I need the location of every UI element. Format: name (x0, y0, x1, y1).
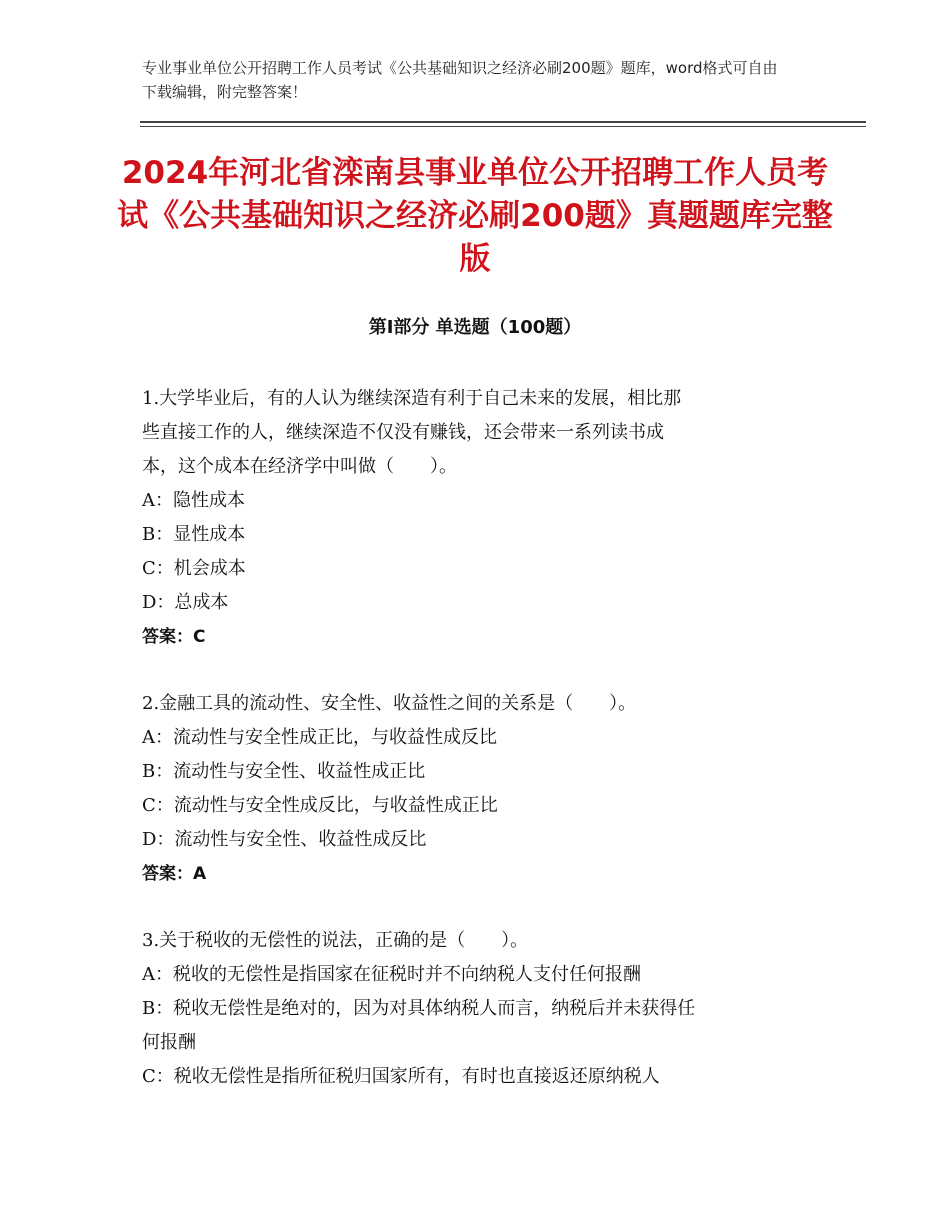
question-list (142, 382, 810, 1127)
question-stem-line: 2.金融工具的流动性、安全性、收益性之间的关系是（ ）。 (142, 693, 637, 714)
answer-option: D：总成本 (142, 592, 229, 613)
question-item (142, 382, 810, 654)
question-stem-line: 本，这个成本在经济学中叫做（ ）。 (142, 456, 457, 477)
header-note: 专业事业单位公开招聘工作人员考试《公共基础知识之经济必刷200题》题库，word格式可自由下载编辑，附完整答案！ (142, 59, 778, 101)
answer-option: B：显性成本 (142, 524, 246, 545)
header-rule-thick (140, 121, 866, 123)
answer-key: 答案：C (142, 627, 206, 647)
header-rule-thin (140, 126, 866, 127)
answer-option: C：税收无偿性是指所征税归国家所有，有时也直接返还原纳税人 (142, 1066, 660, 1087)
answer-key: 答案：A (142, 864, 207, 884)
section-title: 第Ⅰ部分 单选题（100题） (368, 317, 582, 338)
answer-option: C：机会成本 (142, 558, 246, 579)
question-stem-line: 3.关于税收的无偿性的说法，正确的是（ ）。 (142, 930, 529, 951)
question-item (142, 687, 810, 891)
answer-option: D：流动性与安全性、收益性成反比 (142, 829, 427, 850)
answer-option: A：税收的无偿性是指国家在征税时并不向纳税人支付任何报酬 (142, 964, 641, 985)
answer-option: B：税收无偿性是绝对的，因为对具体纳税人而言，纳税后并未获得任 何报酬 (142, 998, 696, 1053)
answer-option: B：流动性与安全性、收益性成正比 (142, 761, 426, 782)
question-stem-line: 些直接工作的人，继续深造不仅没有赚钱，还会带来一系列读书成 (142, 422, 664, 443)
answer-option: A：流动性与安全性成正比，与收益性成反比 (142, 727, 497, 748)
question-stem-line: 1.大学毕业后，有的人认为继续深造有利于自己未来的发展，相比那 (142, 388, 682, 409)
answer-option: C：流动性与安全性成反比，与收益性成正比 (142, 795, 498, 816)
question-item (142, 924, 810, 1094)
answer-option: A：隐性成本 (142, 490, 245, 511)
document-title: 2024年河北省滦南县事业单位公开招聘工作人员考试《公共基础知识之经济必刷200题》真题题库完整版 (117, 155, 833, 277)
